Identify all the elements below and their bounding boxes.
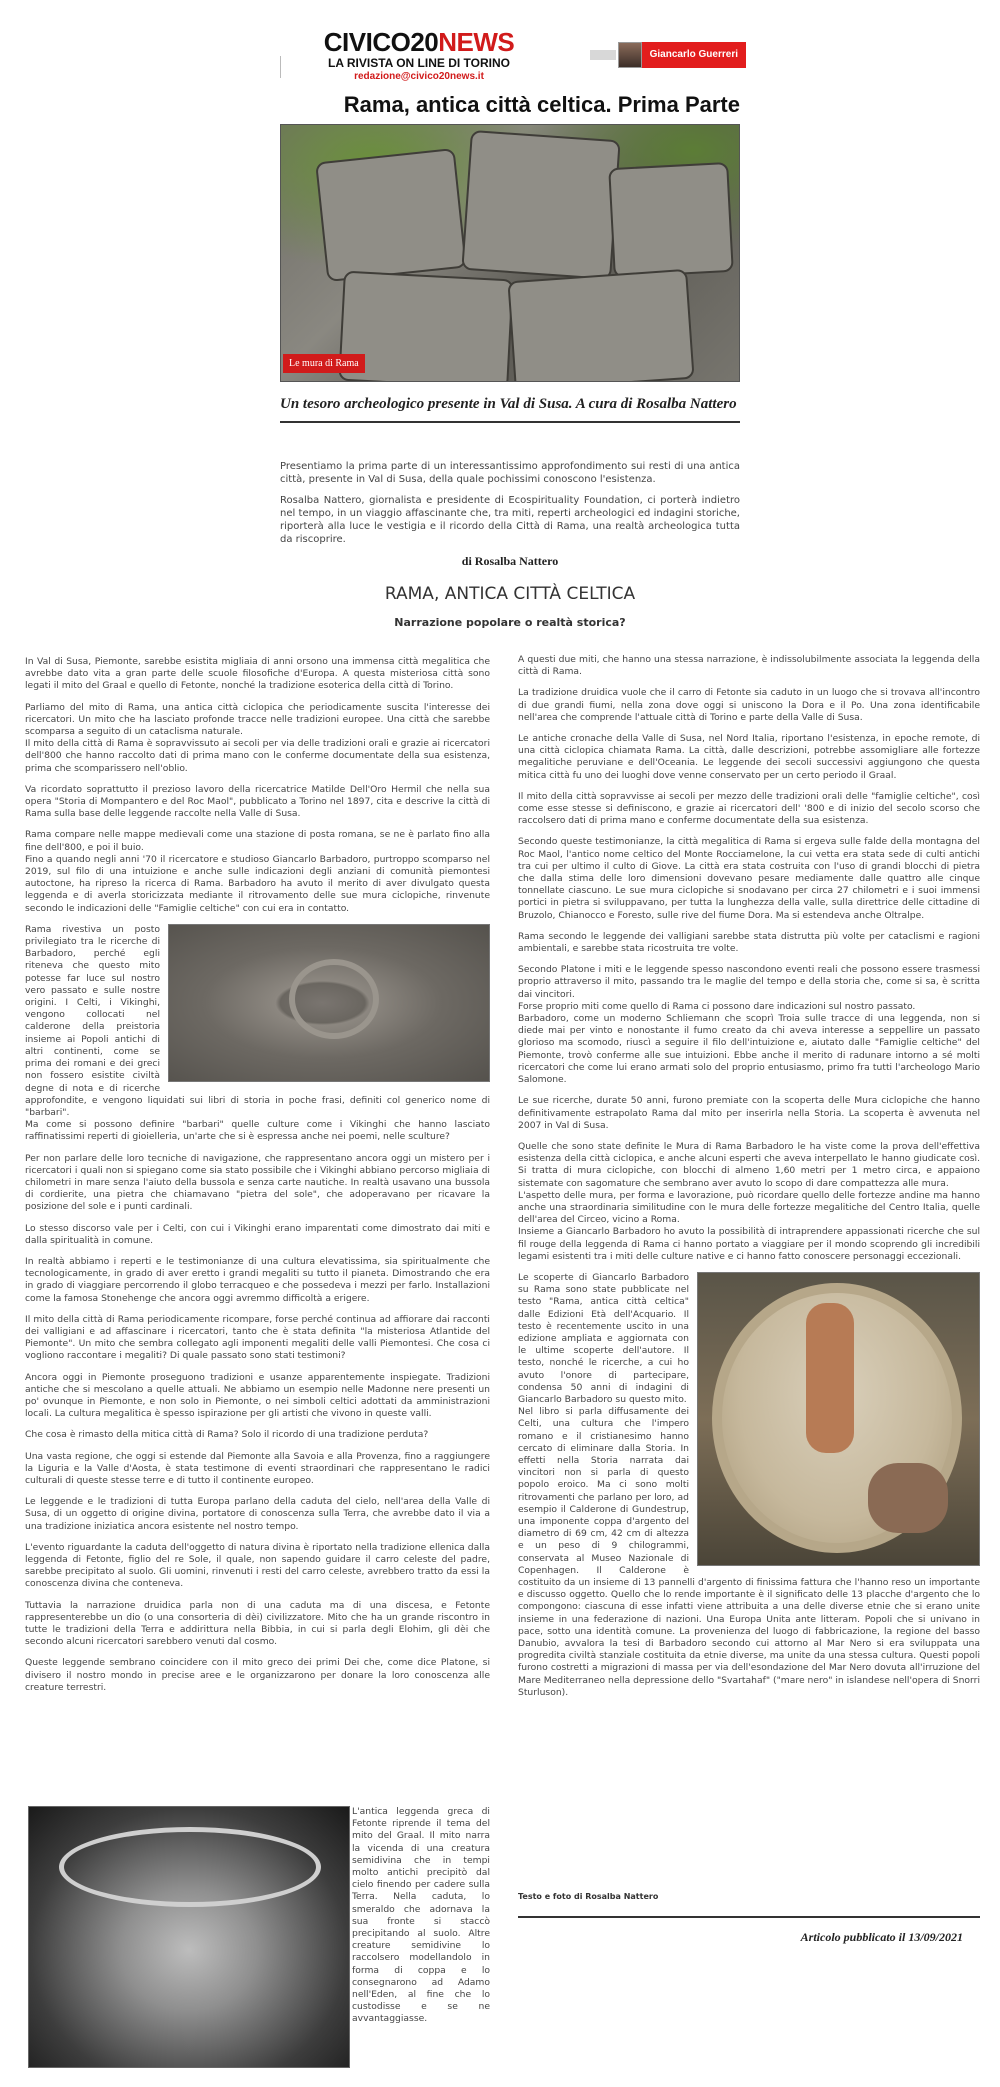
article-subtitle: Un tesoro archeologico presente in Val di Susa. A cura di Rosalba Nattero [280,396,740,423]
article-title: Rama, antica città celtica. Prima Parte [343,92,740,117]
paragraph: A questi due miti, che hanno una stessa narrazione, è indissolubilmente associata la leggenda della città di Rama. [518,654,980,678]
paragraph: Tuttavia la narrazione druidica parla non di una caduta ma di una discesa, e Fetonte rappresenterebbe un dio (o una consorteria di dèi) civilizzatore. Mito che ha un grande riscontro in tutte le tradizioni della Terra e addirittura nella Bibbia, in cui si parla degli Elohim, gli dèi che secondo alcuni ricercatori sarebbero venuti dal cosmo. [25,1599,490,1648]
hero-caption: Le mura di Rama [283,354,365,373]
left-column [25,656,490,1703]
site-header [280,22,746,86]
paragraph: Le scoperte di Giancarlo Barbadoro su Rama sono state pubblicate nel testo "Rama, antica città celtica" dalle Edizioni Età dell'Acquario. Il testo è recentemente uscito in una edizione ampliata e aggiornata con le ultime scoperte dell'autore. Il testo, nonché le ricerche, a cui ho avuto l'onore di partecipare, condensa 50 anni di indagini di Giancarlo Barbadoro su questo mito. Nel libro si parla diffusamente dei Celti, una cultura che l'impero romano e il cristianesimo hanno cercato di eliminare dalla Storia. In effetti nella Storia narrata dai vincitori non si parla di questo popolo eroico. Ma ci sono molti ritrovamenti che parlano per loro, ad esempio il Calderone di Gundestrup, una imponente coppa d'argento del diametro di 69 cm, 42 cm di altezza e un peso di 9 chilogrammi, conservata al Museo Nazionale di Copenhagen. Il Calderone è costituito da un insieme di 13 pannelli d'argento di finissima fattura che l'hanno reso un importante e discusso oggetto. Quello che lo rende importante è il significato delle 13 placche d'argento che lo compongono: ciascuna di esse infatti viene attribuita a una delle diverse etnie che si erano unite insieme in una federazione di nazioni. Una Europa Unita ante litteram. Popoli che si univano in pace, sotto una identità comune. La provenienza del luogo di fabbricazione, la regione del basso Danubio, avvalora la tesi di Barbadoro secondo cui attorno al Mar Nero si era sviluppata una progredita civiltà stanziale costituita da etnie diverse, ma unite da una stessa cultura. Questi popoli furono costretti a migrazioni di massa per via dell'esondazione del Mar Nero dovuta all'irruzione del Mare Mediterraneo nella depressione dello "Svartahaf" ("mare nero" in islandese nell'opera di Snorri Sturluson). [518,1271,980,1698]
site-logo[interactable] [304,28,534,83]
paragraph: L'evento riguardante la caduta dell'oggetto di natura divina è riportato nella tradizione ellenica dalla leggenda di Fetonte, figlio del re Sole, il quale, non sapendo guidare il carro celeste del padre, sarebbe precipitato al suolo. Gli uomini, rinvenuti i resti del carro celeste, avrebbero tratto da essi la conoscenza divina che conteneva. [25,1541,490,1590]
byline: di Rosalba Nattero [461,554,559,568]
paragraph: In Val di Susa, Piemonte, sarebbe esistita migliaia di anni orsono una immensa città megalitica che avrebbe dato vita a gran parte delle scuole filosofiche d'Europa. A questa misteriosa città sono legati il mito del Graal e quello di Fetonte, nonché la tradizione esoterica della città di Torino. [25,656,490,692]
paragraph: Rama secondo le leggende dei valligiani sarebbe stata distrutta più volte per cataclismi e ragioni ambientali, e sarebbe stata ricostruita tre volte. [518,930,980,955]
paragraph: Parliamo del mito di Rama, una antica città ciclopica che periodicamente suscita l'interesse dei ricercatori. Un mito che ha lasciato profonde tracce nelle tradizioni europee. Una città che sarebbe scomparsa a seguito di un cataclisma naturale. Il mito della città di Rama è sopravvissuto ai secoli per via delle tradizioni orali e grazie ai ricercatori dell'800 che hanno raccolto dati di prima mano con le conferme documentate della sua esistenza, prima che scomparissero nell'oblio. [25,701,490,774]
paragraph: Lo stesso discorso vale per i Celti, con cui i Vikinghi erano imparentati come dimostrato dai miti e dalla spiritualità in comune. [25,1222,490,1246]
paragraph: La tradizione druidica vuole che il carro di Fetonte sia caduto in un luogo che si trovava all'incontro di due grandi fiumi, nella zona dove oggi si uniscono la Dora e il Po. Una zona identificabile nell'area che comprende l'attuale città di Torino e parte della Valle di Susa. [518,687,980,723]
intro-paragraph: Rosalba Nattero, giornalista e presidente di Ecospirituality Foundation, ci porterà indietro nel tempo, in un viaggio affascinante che, tra miti, reperti archeologici ed indagini storiche, riporterà alla luce le vestigia e il ricordo della Città di Rama, una realtà archeologica tutta da riscoprire. [280,495,740,545]
paragraph: Le sue ricerche, durate 50 anni, furono premiate con la scoperta delle Mura ciclopiche che hanno definitivamente estrapolato Rama dal mito per inserirla nella Storia. La scoperta è avvenuta nel 2007 in Val di Susa. [518,1095,980,1131]
cauldron-image [28,1806,350,2068]
header-divider [280,56,284,78]
paragraph: Queste leggende sembrano coincidere con il mito greco dei primi Dei che, come dice Platone, si divisero il nostro mondo in precise aree e le organizzarono per donare la loro conoscenza alle creature terrestri. [25,1657,490,1693]
publish-date: Articolo pubblicato il 13/09/2021 [800,1930,963,1944]
logo-tagline: LA RIVISTA ON LINE DI TORINO [327,56,510,70]
intro-paragraph: Presentiamo la prima parte di un interessantissimo approfondimento sui resti di una antica città, presente in Val di Susa, della quale pochissimi conoscono l'esistenza. [280,461,740,485]
paragraph: Va ricordato soprattutto il prezioso lavoro della ricercatrice Matilde Dell'Oro Hermil che nella sua opera "Storia di Mompantero e del Roc Maol", pubblicato a Torino nel 1897, cita e descrive la città di Rama sulla base delle leggende raccolte nella Valle di Susa. [25,783,490,820]
paragraph: Le antiche cronache della Valle di Susa, nel Nord Italia, riportano l'esistenza, in epoche remote, di una città ciclopica chiamata Rama. La città, dalle descrizioni, potrebbe assomigliare alle fortezze megalitiche peruviane e dell'Oceania. Le leggende dei secoli successivi aggiungono che questa mitica città fu uno dei luoghi dove venne conservato per un certo periodo il Graal. [518,733,980,781]
paragraph: Rama compare nelle mappe medievali come una stazione di posta romana, se ne è parlato fino alla fine dell'800, e poi il buio. Fino a quando negli anni '70 il ricercatore e studioso Giancarlo Barbadoro, purtroppo scomparso nel 2019, sul filo di una intuizione e anche sulle indicazioni degli anziani di comunità piemontesi autoctone, ha ripreso la ricerca di Rama. Barbadoro ha avuto il merito di aver divulgato questa leggenda e di averla storicizzata mediante il ritrovamento delle sue mura ciclopiche, rinvenute secondo le indicazioni delle "Famiglie celtiche" con cui era in contatto. [25,829,490,914]
right-column [518,654,980,1708]
article-intro [280,460,740,554]
logo-wordmark: CIVICO20NEWS [323,27,515,57]
section-heading: RAMA, ANTICA CITTÀ CELTICA [384,584,636,604]
stone-ring-image [168,924,490,1082]
author-name[interactable]: Giancarlo Guerreri [642,42,746,68]
paragraph: Per non parlare delle loro tecniche di navigazione, che rappresentano ancora oggi un mistero per i ricercatori i quali non si spiegano come sia stato possibile che i Vikinghi abbiano percorso migliaia di chilometri in mare senza l'aiuto della bussola e senza carte nautiche. In realtà usavano una bussola di cordierite, una pietra che chiamavano "pietra del sole", che adoperavano per ricavare la posizione del sole e i punti cardinali. [25,1152,490,1213]
cauldron-caption-text: L'antica leggenda greca di Fetonte riprende il tema del mito del Graal. Il mito narra la vicenda di una creatura semidivina che in tempi molto antichi precipitò dal cielo finendo per cadere sulla Terra. Nella caduta, lo smeraldo che adornava la sua fronte si staccò precipitando al suolo. Altre creature semidivine lo raccolsero modellandolo in forma di coppa e lo consegnarono ad Adamo nell'Eden, al fine che lo custodisse e se ne avvantaggiasse. [352,1806,490,2025]
photo-credit: Testo e foto di Rosalba Nattero [518,1892,659,1901]
hero-image [280,124,740,382]
paragraph: Ancora oggi in Piemonte proseguono tradizioni e usanze apparentemente inspiegate. Tradizioni antiche che si mescolano a quelle attuali. Ne abbiamo un esempio nelle Madonne nere presenti un po' ovunque in Piemonte, e non solo in Piemonte, o nei simboli celtici adottati da amministrazioni locali. La cultura megalitica è spesso ispirazione per gli artisti che vivono in queste valli. [25,1371,490,1420]
paragraph: Secondo queste testimonianze, la città megalitica di Rama si ergeva sulle falde della montagna del Roc Maol, l'antico nome celtico del Monte Rocciamelone, la cui vetta era stata sede di culti antichi tra cui per ultimo il culto di Giove. La città era stata costruita con l'uso di grandi blocchi di pietra che dalla stima delle loro dimensioni dovevano pesare mediamente dalle quattro alle cinque tonnellate ciascuno. Le sue mura ciclopiche si snodavano per circa 27 chilometri e i suoi immensi portici in pietra si sviluppavano, per tutta la lunghezza della valle, sulla direttrice delle cittadine di Bruzolo, Chianocco e Foresto, sulle rive del fiume Dora. Ma si estendeva anche Oltralpe. [518,836,980,921]
paragraph: Il mito della città di Rama periodicamente ricompare, forse perché continua ad affiorare dai racconti dei valligiani e ad affascinare i ricercatori, tanto che è stata definita "la misteriosa Atlantide del Piemonte". Un mito che sembra collegato agli imponenti megaliti delle valli Piemontesi. Che cosa ci vogliono raccontare i megaliti? Di quale passato sono stati testimoni? [25,1313,490,1362]
paragraph: Rama rivestiva un posto privilegiato tra le ricerche di Barbadoro, perché egli riteneva che questo mito potesse far luce sul nostro vero passato e sulle nostre origini. I Celti, i Vikinghi, vengono collocati nel calderone della preistoria insieme ai Popoli antichi di altri continenti, come se prima dei romani e dei greci non fossero esistite civiltà degne di nota e di ricerche approfondite, e vengono liquidati sui libri di storia in poche frasi, definiti col generico nome di "barbari". Ma come si possono definire "barbari" quelle culture come i Vikinghi che hanno lasciato raffinatissimi reperti di gioielleria, un'arte che si è espressa anche nei poemi, nelle sculture? [25,923,490,1143]
paragraph: In realtà abbiamo i reperti e le testimonianze di una cultura elevatissima, sia spiritualmente che tecnologicamente, in grado di aver eretto i grandi megaliti su tutto il pianeta. Dimostrando che era in grado di viaggiare percorrendo il globo terracqueo e che possedeva i mezzi per farlo. Installazioni come la famosa Stonehenge che ancora oggi avremmo difficoltà a erigere. [25,1255,490,1304]
badge-bar [590,50,616,60]
author-avatar [618,42,642,68]
paragraph: Quelle che sono state definite le Mura di Rama Barbadoro le ha viste come la prova dell'effettiva esistenza della città ciclopica, e anche alcuni esperti che aveva interpellato le hanno giudicate così. Si tratta di mura ciclopiche, con blocchi di almeno 1,60 metri per 1 metro circa, e appaiono sistemate con sagomature che sembrano aver avuto lo scopo di dare compattezza alle mura. L'aspetto delle mura, per forma e lavorazione, può ricordare quello delle fortezze andine ma hanno anche una straordinaria similitudine con le mura delle fortezze megalitiche del Centro Italia, quelle dell'area del Circeo, vicino a Roma. Insieme a Giancarlo Barbadoro ho avuto la possibilità di intraprendere appassionati ricerche che sul fil rouge della leggenda di Rama ci hanno portato a viaggiare per il mondo scoprendo gli incredibili legami esistenti tra i miti delle culture native e ci hanno fatto conoscere personaggi eccezionali. [518,1140,980,1262]
paragraph: Una vasta regione, che oggi si estende dal Piemonte alla Savoia e alla Provenza, fino a raggiungere la Liguria e la Valle d'Aosta, è stata testimone di eventi straordinari che rappresentano le radici culturali di queste stesse terre e di tutto il continente europeo. [25,1450,490,1486]
paragraph: Il mito della città sopravvisse ai secoli per mezzo delle tradizioni orali delle "famiglie celtiche", così come esse stesse si definiscono, e grazie ai ricercatori dell' '800 e di inizio del secolo scorso che raccolsero dati di prima mano e conferme documentate della sua esistenza. [518,790,980,827]
section-subheading: Narrazione popolare o realtà storica? [394,616,626,629]
logo-email-link[interactable]: redazione@civico20news.it [354,71,484,82]
paragraph: Le leggende e le tradizioni di tutta Europa parlano della caduta del cielo, nell'area della Valle di Susa, di un oggetto di origine divina, portatore di conoscenza sulla Terra, che avrebbe dato il via a una tradizione iniziatica ancora esistente nel nostro tempo. [25,1496,490,1532]
paragraph: Che cosa è rimasto della mitica città di Rama? Solo il ricordo di una tradizione perduta? [25,1429,429,1441]
author-badge[interactable] [590,42,746,68]
footer-divider [518,1916,980,1918]
mosaic-image [697,1272,980,1566]
paragraph: Secondo Platone i miti e le leggende spesso nascondono eventi reali che possono essere trasmessi proprio attraverso il mito, passando tra le maglie del tempo e della storia che, come si sa, è scritta dai vincitori. Forse proprio miti come quello di Rama ci possono dare indicazioni sul nostro passato. Barbadoro, come un moderno Schliemann che scoprì Troia sulle tracce di una leggenda, non si diede mai per vinto e nonostante il fumo creato da chi aveva interesse a seppellire un passato glorioso ma scomodo, riuscì a seguire il filo dell'intuizione e, aiutato dalle "Famiglie celtiche" del Piemonte, trovò conferme alle sue intuizioni. Ebbe anche il merito di radunare intorno a sé molti ricercatori che come lui erano armati solo del proprio entusiasmo, primo fra tutti l'archeologo Mario Salomone. [518,964,980,1086]
